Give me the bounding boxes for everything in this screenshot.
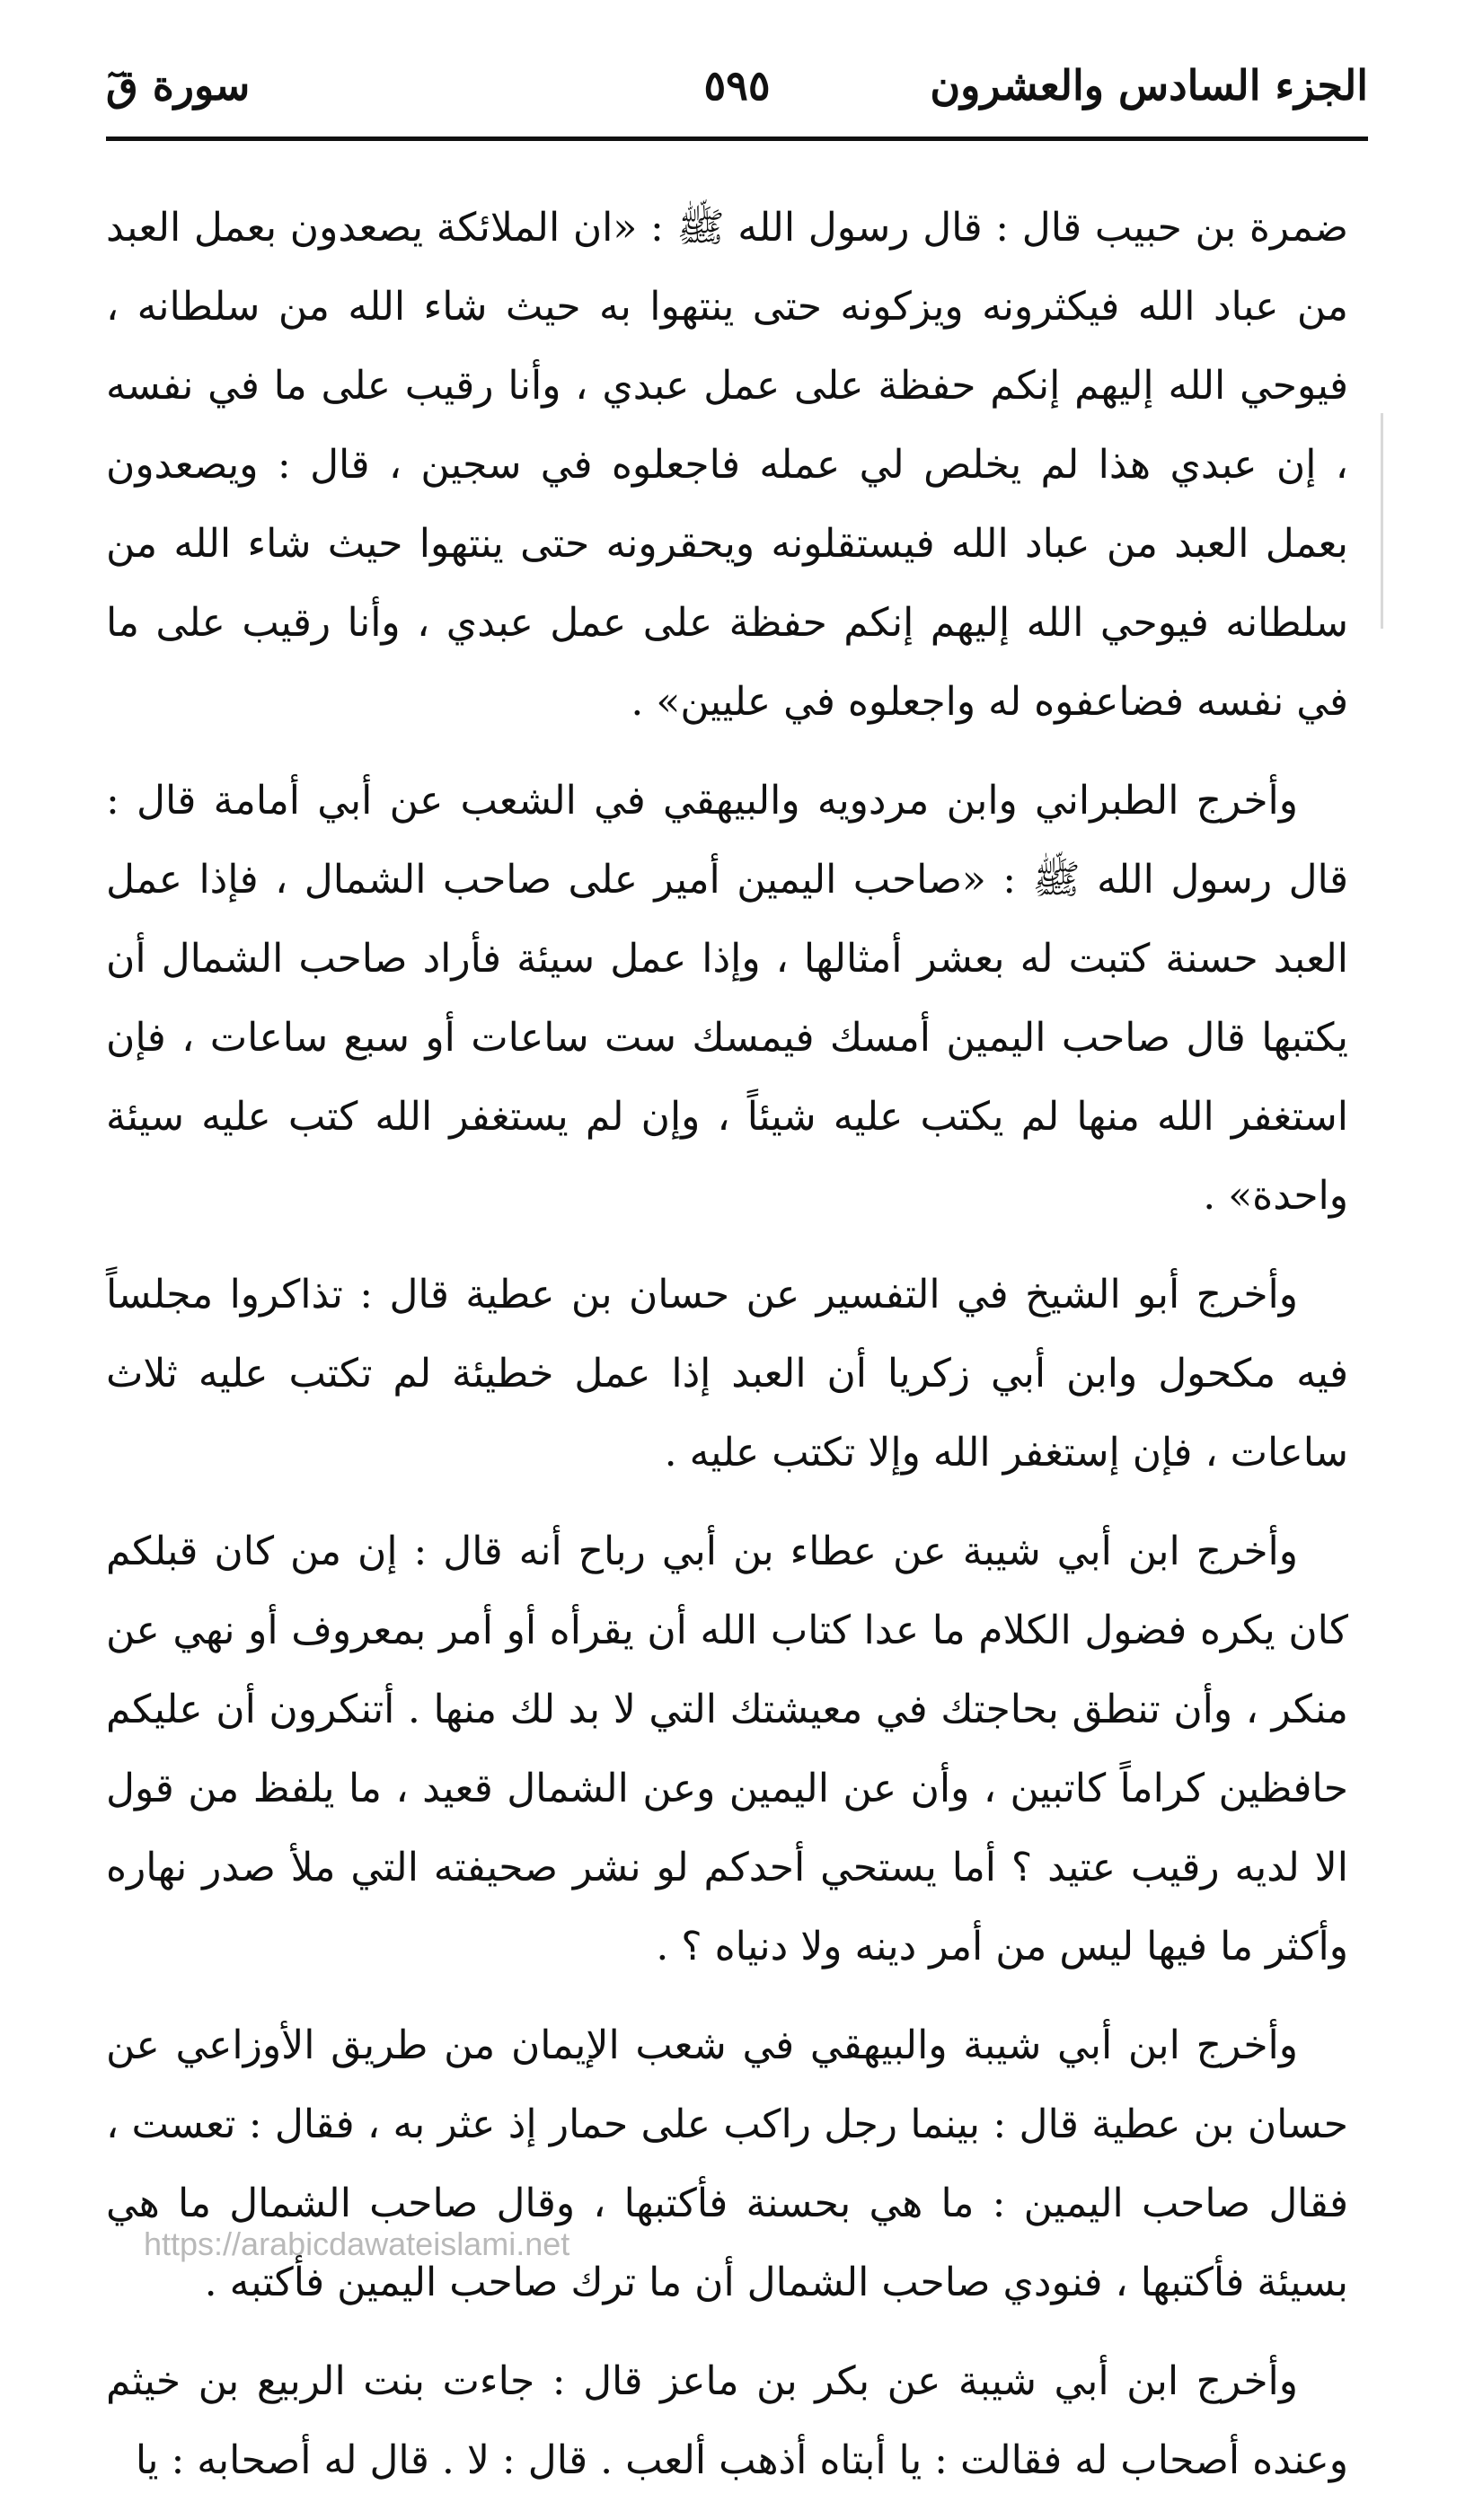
page-number: ٥٩٥ [703, 61, 771, 110]
margin-mark [1381, 413, 1383, 629]
header-rule [106, 137, 1368, 141]
watermark-url: https://arabicdawateislami.net [144, 2225, 570, 2262]
page-body [106, 189, 1348, 2520]
paragraph-2: وأخرج الطبراني وابن مردويه والبيهقي في الشعب عن أبي أمامة قال : قال رسول الله ﷺ : «صاحب اليمين أمير على صاحب الشمال ، فإذا عمل العبد حسنة كتبت له بعشر أمثالها ، وإذا عمل سيئة فأراد صاحب الشمال أن يكتبها قال صاحب اليمين أمسك فيمسك ست ساعات أو سبع ساعات ، فإن استغفر الله منها لم يكتب عليه شيئاً ، وإن لم يستغفر الله كتب عليه سيئة واحدة» . [106, 778, 1348, 1219]
paragraph-1: ضمرة بن حبيب قال : قال رسول الله ﷺ : «ان الملائكة يصعدون بعمل العبد من عباد الله فيكثرونه ويزكونه حتى ينتهوا به حيث شاء الله من سلطانه ، فيوحي الله إليهم إنكم حفظة على عمل عبدي ، وأنا رقيب على ما في نفسه ، إن عبدي هذا لم يخلص لي عمله فاجعلوه في سجين ، قال : ويصعدون بعمل العبد من عباد الله فيستقلونه ويحقرونه حتى ينتهوا حيث شاء الله من سلطانه فيوحي الله إليهم إنكم حفظة على عمل عبدي ، وأنا رقيب على ما في نفسه فضاعفوه له واجعلوه في عليين» . [106, 205, 1348, 725]
running-header [106, 49, 1368, 121]
juz-title: الجزء السادس والعشرون [930, 61, 1368, 110]
paragraph-6: وأخرج ابن أبي شيبة عن بكر بن ماعز قال : جاءت بنت الربيع بن خيثم وعنده أصحاب له فقالت : يا أبتاه أذهب ألعب . قال : لا . قال له أصحابه : يا [106, 2358, 1348, 2483]
paragraph-3: وأخرج أبو الشيخ في التفسير عن حسان بن عطية قال : تذاكروا مجلساً فيه مكحول وابن أبي زكريا أن العبد إذا عمل خطيئة لم تكتب عليه ثلاث ساعات ، فإن إستغفر الله وإلا تكتب عليه . [106, 1272, 1348, 1476]
paragraph-5: وأخرج ابن أبي شيبة والبيهقي في شعب الإيمان من طريق الأوزاعي عن حسان بن عطية قال : بينما رجل راكب على حمار إذ عثر به ، فقال : تعست ، فقال صاحب اليمين : ما هي بحسنة فأكتبها ، وقال صاحب الشمال ما هي بسيئة فأكتبها ، فنودي صاحب الشمال أن ما ترك صاحب اليمين فأكتبه . [106, 2022, 1348, 2305]
paragraph-4: وأخرج ابن أبي شيبة عن عطاء بن أبي رباح أنه قال : إن من كان قبلكم كان يكره فضول الكلام ما عدا كتاب الله أن يقرأه أو أمر بمعروف أو نهي عن منكر ، وأن تنطق بحاجتك في معيشتك التي لا بد لك منها . أتنكرون أن عليكم حافظين كراماً كاتبين ، وأن عن اليمين وعن الشمال قعيد ، ما يلفظ من قول الا لديه رقيب عتيد ؟ أما يستحي أحدكم لو نشر صحيفته التي ملأ صدر نهاره وأكثر ما فيها ليس من أمر دينه ولا دنياه ؟ . [106, 1529, 1348, 1969]
surah-title: سورة قٓ [106, 61, 251, 110]
